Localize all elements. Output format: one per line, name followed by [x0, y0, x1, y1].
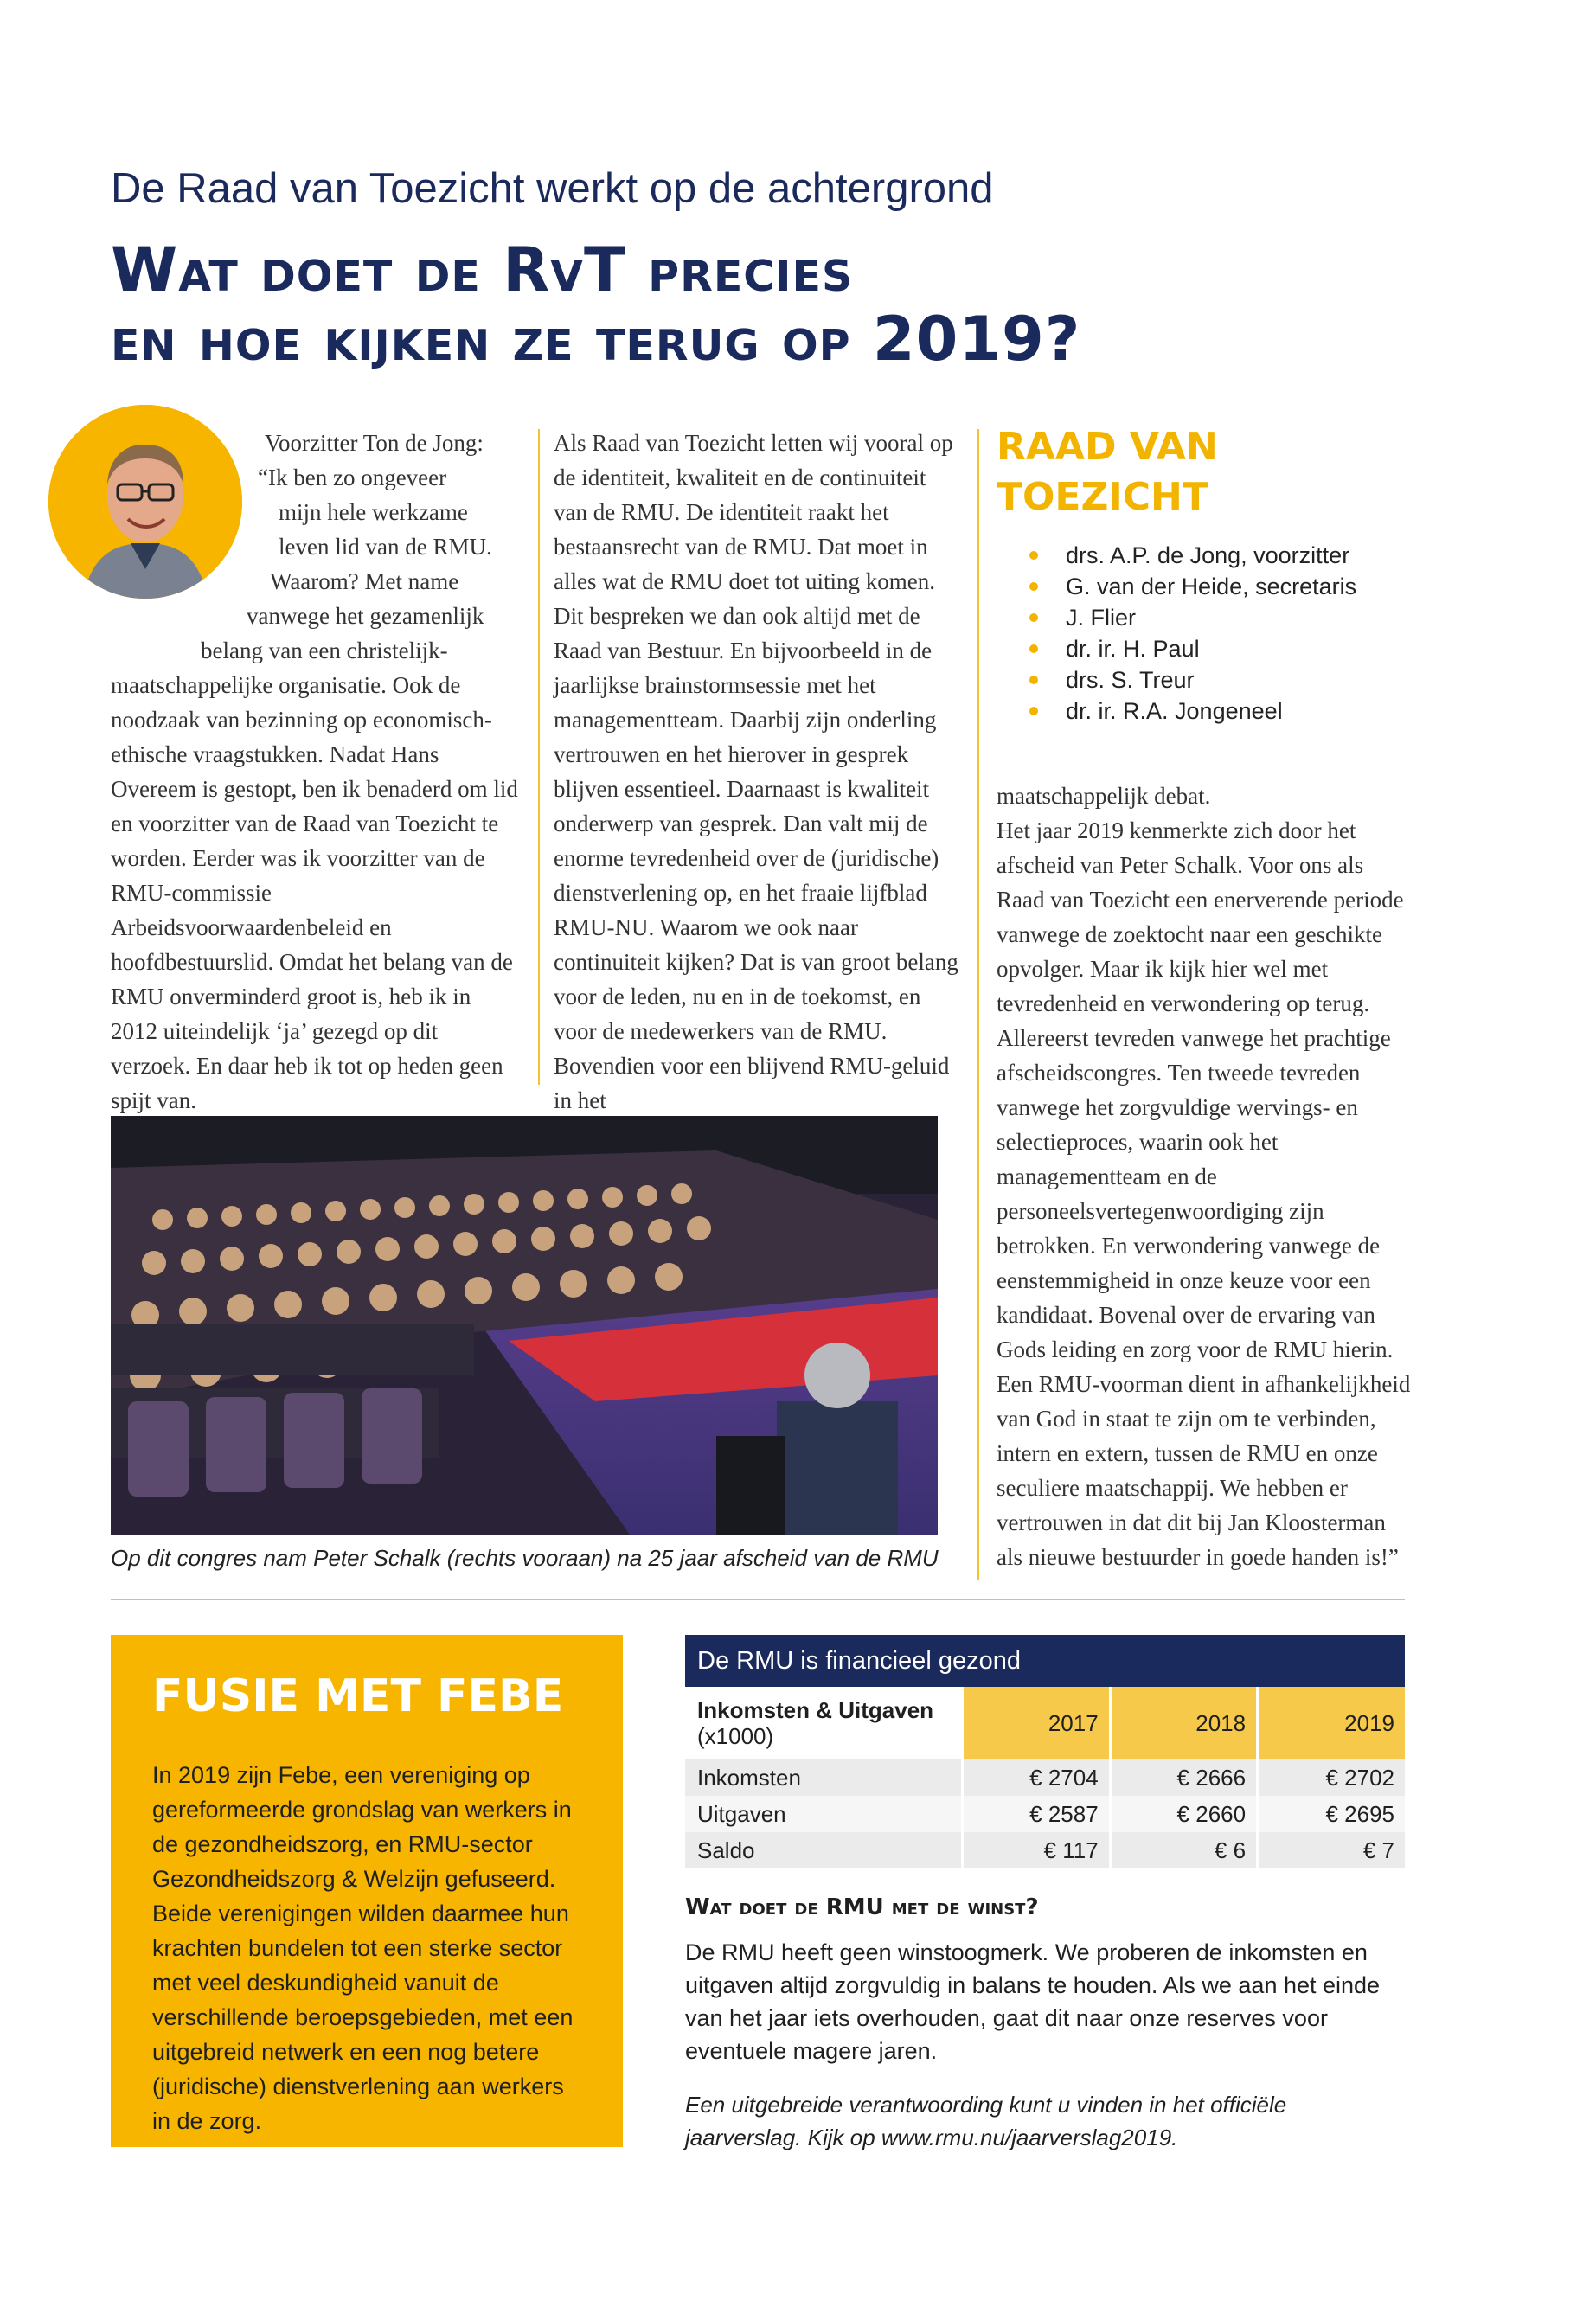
- table-header-label: [685, 1687, 963, 1759]
- rvt-member-list: [1029, 540, 1356, 727]
- finance-table: [685, 1635, 1405, 1868]
- list-item: J. Flier: [1029, 602, 1356, 633]
- cell-value: € 2702: [1258, 1759, 1405, 1796]
- table-row: [685, 1759, 1405, 1796]
- table-header-year: 2017: [963, 1687, 1110, 1759]
- table-header-year: 2018: [1110, 1687, 1257, 1759]
- list-item: dr. ir. R.A. Jongeneel: [1029, 695, 1356, 727]
- table-header-unit: (x1000): [697, 1723, 774, 1749]
- cell-value: € 2587: [963, 1796, 1110, 1832]
- intro-line-7: belang van een christelijk-: [201, 638, 448, 663]
- column-1-body: maatschappelijke organisatie. Ook de noodzaak van bezinning op economisch-ethische vraagstukken. Nadat Hans Overeem is gestopt, ben ik benaderd om lid en voorzitter van de Raad van Toezicht te worden. Eerder was ik voorzitter van de RMU-commissie Arbeidsvoorwaardenbeleid en hoofdbestuurslid. Omdat het belang van de RMU onverminderd groot is, heb ik in 2012 uiteindelijk ‘ja’ gezegd op dit verzoek. En daar heb ik tot op heden geen spijt van.: [111, 672, 518, 1113]
- page-title-line-2: en hoe kijken ze terug op 2019?: [111, 304, 1081, 375]
- cell-value: € 2666: [1110, 1759, 1257, 1796]
- page-title: [111, 235, 1080, 374]
- column-3-lead: maatschappelijk debat.: [997, 783, 1211, 809]
- row-label: Saldo: [685, 1832, 963, 1868]
- cell-value: € 117: [963, 1832, 1110, 1868]
- column-divider-1: [538, 429, 540, 1085]
- rvt-heading: [997, 422, 1218, 522]
- cell-value: € 7: [1258, 1832, 1405, 1868]
- fusie-body: In 2019 zijn Febe, een vereniging op gereformeerde grondslag van werkers in de gezondheidszorg, en RMU-sector Gezondheidszorg & Welzijn gefuseerd. Beide verenigingen wilden daarmee hun krachten bundelen tot een sterke sector met veel deskundigheid vanuit de verschillende beroepsgebieden, met een uitgebreid netwerk en een nog betere (juridische) dienstverlening aan werkers in de zorg.: [152, 1762, 574, 2134]
- row-label: Uitgaven: [685, 1796, 963, 1832]
- intro-line-2: “Ik ben zo ongeveer: [258, 465, 447, 490]
- rvt-heading-line-2: TOEZICHT: [997, 475, 1208, 519]
- column-divider-2: [977, 429, 979, 1580]
- table-row: [685, 1832, 1405, 1868]
- list-item: dr. ir. H. Paul: [1029, 633, 1356, 664]
- cell-value: € 6: [1110, 1832, 1257, 1868]
- portrait-illustration: [48, 405, 242, 599]
- table-header-year: 2019: [1258, 1687, 1405, 1759]
- portrait-photo: [48, 405, 242, 599]
- list-item: drs. S. Treur: [1029, 664, 1356, 695]
- column-3: [997, 779, 1412, 1574]
- cell-value: € 2695: [1258, 1796, 1405, 1832]
- section-divider: [111, 1599, 1405, 1600]
- finance-table-title: De RMU is financieel gezond: [685, 1635, 1405, 1687]
- page-title-line-1: Wat doet de RvT precies: [111, 234, 854, 305]
- kicker: De Raad van Toezicht werkt op de achtergrond: [111, 165, 994, 212]
- congress-photo: [111, 1116, 938, 1535]
- fusie-heading: FUSIE MET FEBE: [152, 1670, 564, 1722]
- cell-value: € 2704: [963, 1759, 1110, 1796]
- table-header-row: [685, 1687, 1405, 1759]
- column-3-body: Het jaar 2019 kenmerkte zich door het afscheid van Peter Schalk. Voor ons als Raad van Toezicht een enerverende periode vanwege de zoektocht naar een geschikte opvolger. Maar ik kijk hier wel met tevredenheid en verwondering op terug. Allereerst tevreden vanwege het prachtige afscheidscongres. Ten tweede tevreden vanwege het zorgvuldige wervings- en selectieproces, waarin ook het managementteam en de personeelsvertegenwoordiging zijn betrokken. En verwondering vanwege de eenstemmigheid in onze keuze voor een kandidaat. Bovenal over de ervaring van Gods leiding en zorg voor de RMU hierin. Een RMU-voorman dient in afhankelijkheid van God in staat te zijn om te verbinden, intern en extern, tussen de RMU en onze seculiere maatschappij. We hebben er vertrouwen in dat dit bij Jan Kloosterman als nieuwe bestuurder in goede handen is!”: [997, 817, 1411, 1570]
- intro-line-3: mijn hele werkzame: [279, 499, 468, 525]
- jaarverslag-note: Een uitgebreide verantwoording kunt u vinden in het officiële jaarverslag. Kijk op www.rmu.nu/jaarverslag2019.: [685, 2092, 1287, 2150]
- intro-line-5: Waarom? Met name: [270, 568, 459, 594]
- column-2: [554, 426, 962, 1118]
- rvt-heading-line-1: RAAD VAN: [997, 425, 1218, 469]
- congress-illustration: [111, 1116, 938, 1535]
- cell-value: € 2660: [1110, 1796, 1257, 1832]
- row-label: Inkomsten: [685, 1759, 963, 1796]
- photo-caption: Op dit congres nam Peter Schalk (rechts vooraan) na 25 jaar afscheid van de RMU: [111, 1545, 939, 1571]
- list-item: drs. A.P. de Jong, voorzitter: [1029, 540, 1356, 571]
- intro-line-1: Voorzitter Ton de Jong:: [265, 430, 484, 456]
- intro-line-6: vanwege het gezamenlijk: [247, 603, 484, 629]
- finance-grid: [685, 1687, 1405, 1868]
- column-2-body: Als Raad van Toezicht letten wij vooral op de identiteit, kwaliteit en de continuiteit van de RMU. De identiteit raakt het bestaansrecht van de RMU. Dat moet in alles wat de RMU doet tot uiting komen. Dit bespreken we dan ook altijd met de Raad van Bestuur. En bijvoorbeeld in de jaarlijkse brainstormsessie met het managementteam. Daarbij zijn onderling vertrouwen en het hierover in gesprek blijven essentieel. Daarnaast is kwaliteit onderwerp van gesprek. Dan valt mij de enorme tevredenheid over de (juridische) dienstverlening op, en het fraaie lijfblad RMU-NU. Waarom we ook naar continuiteit kijken? Dat is van groot belang voor de leden, nu en in de toekomst, en voor de medewerkers van de RMU. Bovendien voor een blijvend RMU-geluid in het: [554, 430, 958, 1113]
- list-item: G. van der Heide, secretaris: [1029, 571, 1356, 602]
- intro-line-4: leven lid van de RMU.: [279, 534, 492, 560]
- table-row: [685, 1796, 1405, 1832]
- table-header-main: Inkomsten & Uitgaven: [697, 1697, 934, 1723]
- winst-body: De RMU heeft geen winstoogmerk. We proberen de inkomsten en uitgaven altijd zorgvuldig in balans te houden. Als we aan het einde van het jaar iets overhouden, gaat dit naar onze reserves voor eventuele magere jaren.: [685, 1939, 1381, 2064]
- winst-heading: Wat doet de RMU met de winst?: [685, 1894, 1039, 1920]
- fusie-box: [111, 1635, 623, 2147]
